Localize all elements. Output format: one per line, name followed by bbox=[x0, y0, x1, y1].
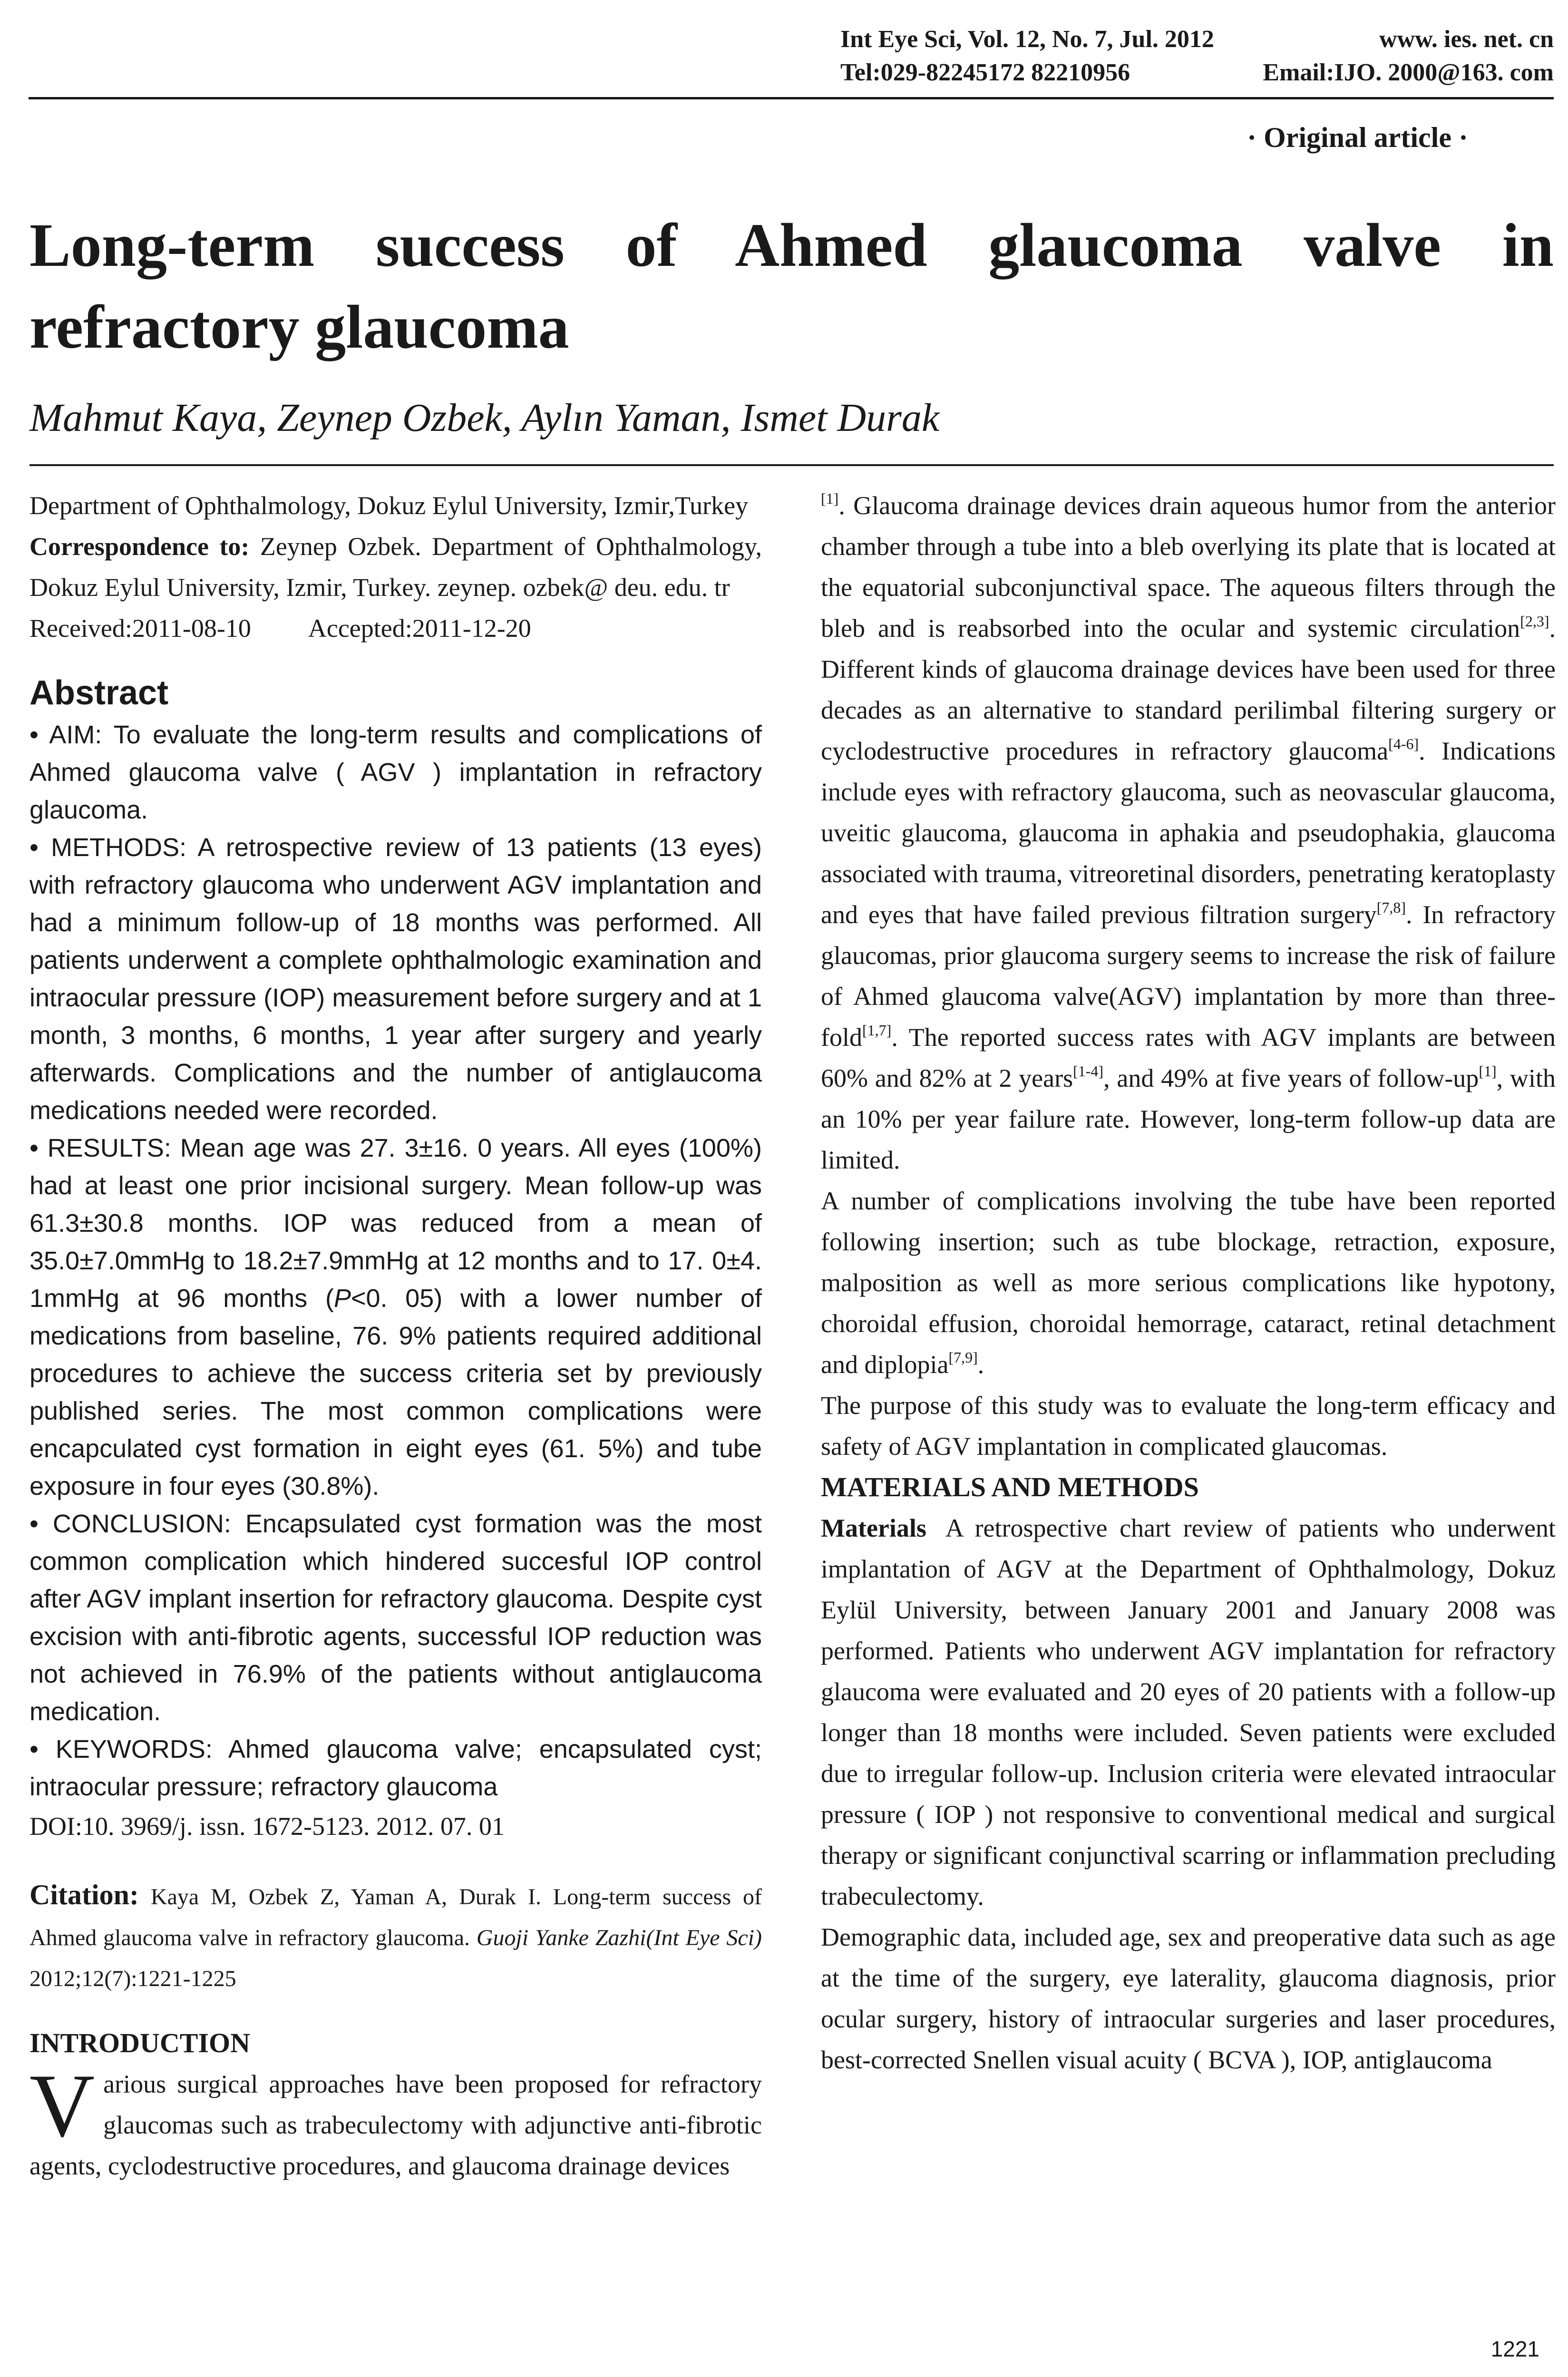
conclusion-text: Encapsulated cyst formation was the most common complication which hindered succesful IOP control after AGV implant insertion for refractory glaucoma. Despite cyst excision with anti-fibrotic agents, successful IOP reduction was not achieved in 76.9% of the patients without antiglaucoma medication. bbox=[29, 1510, 762, 1726]
materials-paragraph bbox=[821, 1508, 1556, 1917]
methods-label: • METHODS: bbox=[29, 833, 187, 862]
dates-line bbox=[29, 608, 762, 649]
journal-issue: Int Eye Sci, Vol. 12, No. 7, Jul. 2012 bbox=[840, 26, 1214, 53]
journal-phone: Tel:029-82245172 82210956 bbox=[840, 59, 1130, 86]
materials-label: Materials bbox=[821, 1514, 926, 1542]
article-title: Long-term success of Ahmed glaucoma valve in refractory glaucoma bbox=[29, 211, 1554, 361]
keywords-text: Ahmed glaucoma valve; encapsulated cyst; intraocular pressure; refractory glaucoma bbox=[29, 1735, 762, 1801]
abstract-methods bbox=[29, 829, 762, 1130]
accepted-date: Accepted:2011-12-20 bbox=[308, 614, 531, 643]
demographics-paragraph: Demographic data, included age, sex and preoperative data such as age at the time of the surgery, eye laterality, glaucoma diagnosis, prior ocular surgery, history of intraocular surgeries and laser procedures, best-corrected Snellen visual acuity ( BCVA ), IOP, antiglaucoma bbox=[821, 1923, 1556, 2074]
page-number: 1221 bbox=[1490, 2337, 1539, 2361]
results-text-b: <0. 05) with a lower number of medications from baseline, 76. 9% patients required additional procedures to achieve the success criteria set by previously published series. The most common complications were encapculated cyst formation in eight eyes (61. 5%) and tube exposure in four eyes (30.8%). bbox=[29, 1284, 762, 1500]
materials-text: A retrospective chart review of patients who underwent implantation of AGV at the Department of Ophthalmology, Dokuz Eylül University, between January 2001 and January 2008 was performed. Patients who underwent AGV implantation for refractory glaucoma were evaluated and 20 eyes of 20 patients with a follow-up longer than 18 months were included. Seven patients were excluded due to irregular follow-up. Inclusion criteria were elevated intraocular pressure ( IOP ) not responsive to conventional medical and surgical therapy or significant conjunctival scarring or inflammation precluding trabeculectomy. bbox=[821, 1514, 1556, 1910]
citation-label: Citation: bbox=[29, 1879, 139, 1910]
introduction-heading: INTRODUCTION bbox=[29, 2027, 251, 2058]
citation bbox=[29, 1874, 762, 1999]
article-type: · Original article · bbox=[1247, 122, 1468, 153]
journal-website[interactable]: www. ies. net. cn bbox=[1379, 26, 1554, 53]
intro-text-h: , with an 10% per year failure rate. However, long-term follow-up data are limited. bbox=[821, 1064, 1556, 1174]
intro-text-p2: A number of complications involving the tube have been reported following insertion; such as tube blockage, retraction, exposure, malposition as well as more serious complications like hypotony, choroidal effusion, choroidal hemorrage, cataract, retinal detachment and diplopia bbox=[821, 1187, 1556, 1379]
ref-5[interactable]: [1,7] bbox=[862, 1022, 892, 1039]
abstract-results bbox=[29, 1130, 762, 1505]
doi[interactable]: DOI:10. 3969/j. issn. 1672-5123. 2012. 07. 01 bbox=[29, 1812, 505, 1841]
correspondence-text: Zeynep Ozbek. Department of Ophthalmology, Dokuz Eylul University, Izmir, Turkey. zeynep. ozbek@ deu. edu. tr bbox=[29, 532, 762, 602]
ref-3[interactable]: [4-6] bbox=[1388, 735, 1419, 752]
correspondence-label: Correspondence to: bbox=[29, 532, 250, 561]
abstract-heading: Abstract bbox=[29, 674, 169, 712]
author-list: Mahmut Kaya, Zeynep Ozbek, Aylın Yaman, Ismet Durak bbox=[29, 396, 940, 440]
affiliation: Department of Ophthalmology, Dokuz Eylul University, Izmir,Turkey bbox=[29, 491, 749, 520]
results-label: • RESULTS: bbox=[29, 1134, 171, 1162]
intro-text-f: . The reported success rates with AGV implants are between 60% and 82% at 2 years bbox=[821, 1023, 1556, 1092]
introduction-paragraph-1 bbox=[821, 485, 1556, 1180]
ref-2[interactable]: [2,3] bbox=[1520, 613, 1549, 630]
intro-text-start: arious surgical approaches have been proposed for refractory glaucomas such as trabeculectomy with adjunctive anti-fibrotic agents, cyclodestructive procedures, and glaucoma drainage devices bbox=[29, 2070, 762, 2180]
intro-text-b: . Glaucoma drainage devices drain aqueous humor from the anterior chamber through a tube into a bleb overlying its plate that is located at the equatorial subconjunctival space. The aqueous filters through the bleb and is reabsorbed into the ocular and systemic circulation bbox=[821, 491, 1556, 643]
citation-text-a: Kaya M, Ozbek Z, Yaman A, Durak I. Long-term success of Ahmed glaucoma valve in refractory glaucoma. bbox=[29, 1884, 762, 1950]
aim-text: To evaluate the long-term results and complications of Ahmed glaucoma valve ( AGV ) implantation in refractory glaucoma. bbox=[29, 721, 762, 824]
aim-label: • AIM: bbox=[29, 721, 102, 749]
introduction-paragraph-3: The purpose of this study was to evaluate the long-term efficacy and safety of AGV implantation in complicated glaucomas. bbox=[821, 1391, 1556, 1461]
intro-text-c: . Different kinds of glaucoma drainage devices have been used for three decades as an alternative to standard perilimbal filtering surgery or cyclodestructive procedures in refractory glaucoma bbox=[821, 614, 1556, 765]
introduction-paragraph-start bbox=[29, 2056, 762, 2186]
journal-header bbox=[840, 23, 1554, 89]
ref-6[interactable]: [1-4] bbox=[1073, 1062, 1104, 1080]
introduction-paragraph-2 bbox=[821, 1180, 1556, 1385]
abstract-conclusion bbox=[29, 1505, 762, 1731]
citation-journal: Guoji Yanke Zazhi(Int Eye Sci) bbox=[476, 1925, 762, 1950]
title-rule bbox=[29, 464, 1554, 466]
keywords-label: • KEYWORDS: bbox=[29, 1735, 213, 1763]
ref-1[interactable]: [1] bbox=[821, 490, 839, 507]
abstract-keywords bbox=[29, 1731, 762, 1806]
conclusion-label: • CONCLUSION: bbox=[29, 1510, 231, 1538]
left-column bbox=[29, 485, 762, 2186]
results-text-a: Mean age was 27. 3±16. 0 years. All eyes (100%) had at least one prior incisional surgery. Mean follow-up was 61.3±30.8 months. IOP was reduced from a mean of 35.0±7.0mmHg to 18.2±7.9mmHg at 12 months and to 17. 0±4. 1mmHg at 96 months ( bbox=[29, 1134, 762, 1313]
methods-heading: MATERIALS AND METHODS bbox=[821, 1471, 1199, 1502]
correspondence bbox=[29, 526, 762, 608]
ref-7[interactable]: [1] bbox=[1479, 1062, 1497, 1080]
abstract-aim bbox=[29, 716, 762, 829]
citation-text-b: 2012;12(7):1221-1225 bbox=[29, 1966, 236, 1991]
intro-text-p2-end: . bbox=[977, 1350, 984, 1379]
intro-text-e: . In refractory glaucomas, prior glaucoma surgery seems to increase the risk of failure of Ahmed glaucoma valve(AGV) implantation by more than three-fold bbox=[821, 900, 1556, 1052]
intro-text-d: . Indications include eyes with refractory glaucoma, such as neovascular glaucoma, uveitic glaucoma, glaucoma in aphakia and pseudophakia, glaucoma associated with trauma, vitreoretinal disorders, penetrating keratoplasty and eyes that have failed previous filtration surgery bbox=[821, 737, 1556, 929]
methods-text: A retrospective review of 13 patients (13 eyes) with refractory glaucoma who underwent AGV implantation and had a minimum follow-up of 18 months was performed. All patients underwent a complete ophthalmologic examination and intraocular pressure (IOP) measurement before surgery and at 1 month, 3 months, 6 months, 1 year after surgery and yearly afterwards. Complications and the number of antiglaucoma medications needed were recorded. bbox=[29, 833, 762, 1125]
journal-email[interactable]: Email:IJO. 2000@163. com bbox=[1263, 59, 1554, 86]
header-rule bbox=[29, 97, 1554, 99]
right-column bbox=[821, 485, 1556, 2080]
results-p-symbol: P bbox=[333, 1284, 351, 1313]
ref-8[interactable]: [7,9] bbox=[948, 1349, 978, 1366]
received-date: Received:2011-08-10 bbox=[29, 614, 251, 643]
drop-cap: V bbox=[29, 2056, 95, 2156]
ref-4[interactable]: [7,8] bbox=[1376, 899, 1406, 916]
intro-text-g: , and 49% at five years of follow-up bbox=[1103, 1064, 1479, 1092]
